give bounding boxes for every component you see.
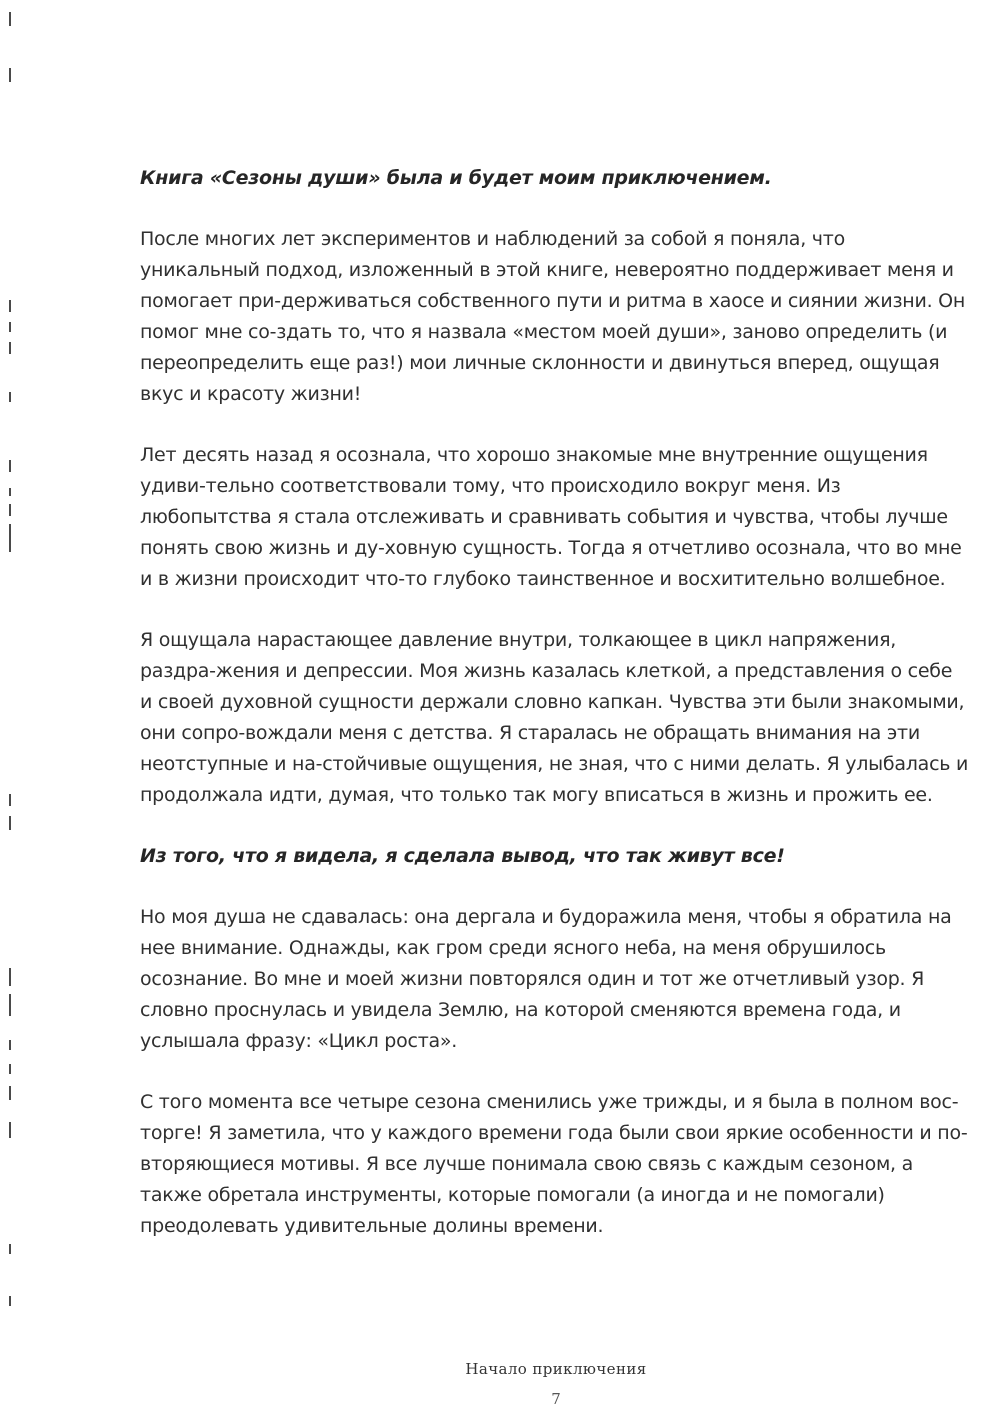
- crop-mark: [9, 322, 11, 332]
- crop-mark: [9, 1244, 11, 1254]
- crop-mark: [9, 1040, 11, 1050]
- paragraph: С того момента все четыре сезона сменились уже трижды, и я была в полном вос-торге! Я заметила, что у каждого времени года были свои яркие особенности и по-вторяющиеся мотивы. Я все лучше понимала свою связь с каждым сезоном, а также обретала инструменты, которые помогали (а иногда и не помогали) преодолевать удивительные долины времени.: [140, 1091, 968, 1237]
- lead-statement: Книга «Сезоны души» была и будет моим приключением.: [140, 167, 772, 189]
- paragraph: Я ощущала нарастающее давление внутри, толкающее в цикл напряжения, раздра-жения и депрессии. Моя жизнь казалась клеткой, а представления о себе и своей духовной сущности держали словно капкан. Чувства эти были знакомыми, они сопро-вождали меня с детства. Я старалась не обращать внимания на эти неотступные и на-стойчивые ощущения, не зная, что с ними делать. Я улыбалась и продолжала идти, думая, что только так могу вписаться в жизнь и прожить ее.: [140, 629, 969, 806]
- emphasized-statement: Из того, что я видела, я сделала вывод, что так живут все!: [140, 845, 785, 867]
- crop-mark: [9, 524, 11, 552]
- body-text: [140, 163, 970, 1272]
- paragraph: После многих лет экспериментов и наблюдений за собой я поняла, что уникальный подход, изложенный в этой книге, невероятно поддерживает меня и помогает при-держиваться собственного пути и ритма в хаосе и сиянии жизни. Он помог мне со-здать то, что я назвала «местом моей души», заново определить (и переопределить еще раз!) мои личные склонности и двинуться вперед, ощущая вкус и красоту жизни!: [140, 228, 966, 405]
- crop-mark: [9, 68, 11, 82]
- running-footer-title: Начало приключения: [465, 1360, 647, 1378]
- crop-mark: [9, 392, 11, 402]
- crop-mark: [9, 1064, 11, 1074]
- crop-mark: [9, 342, 11, 354]
- crop-mark: [9, 1086, 11, 1100]
- crop-mark: [9, 994, 11, 1016]
- crop-marks: [9, 0, 12, 1417]
- crop-mark: [9, 12, 11, 26]
- crop-mark: [9, 968, 11, 986]
- crop-mark: [9, 300, 11, 312]
- paragraph: Лет десять назад я осознала, что хорошо знакомые мне внутренние ощущения удиви-тельно соответствовали тому, что происходило вокруг меня. Из любопытства я стала отслеживать и сравнивать события и чувства, чтобы лучше понять свою жизнь и ду-ховную сущность. Тогда я отчетливо осознала, что во мне и в жизни происходит что-то глубоко таинственное и восхитительно волшебное.: [140, 444, 962, 590]
- paragraph: Но моя душа не сдавалась: она дергала и будоражила меня, чтобы я обратила на нее внимание. Однажды, как гром среди ясного неба, на меня обрушилось осознание. Во мне и моей жизни повторялся один и тот же отчетливый узор. Я словно проснулась и увидела Землю, на которой сменяются времена года, и услышала фразу: «Цикл роста».: [140, 906, 952, 1052]
- page-number: 7: [551, 1390, 561, 1408]
- crop-mark: [9, 488, 11, 496]
- crop-mark: [9, 794, 11, 806]
- crop-mark: [9, 1122, 11, 1138]
- crop-mark: [9, 816, 11, 830]
- crop-mark: [9, 1296, 11, 1306]
- crop-mark: [9, 504, 11, 516]
- crop-mark: [9, 460, 11, 472]
